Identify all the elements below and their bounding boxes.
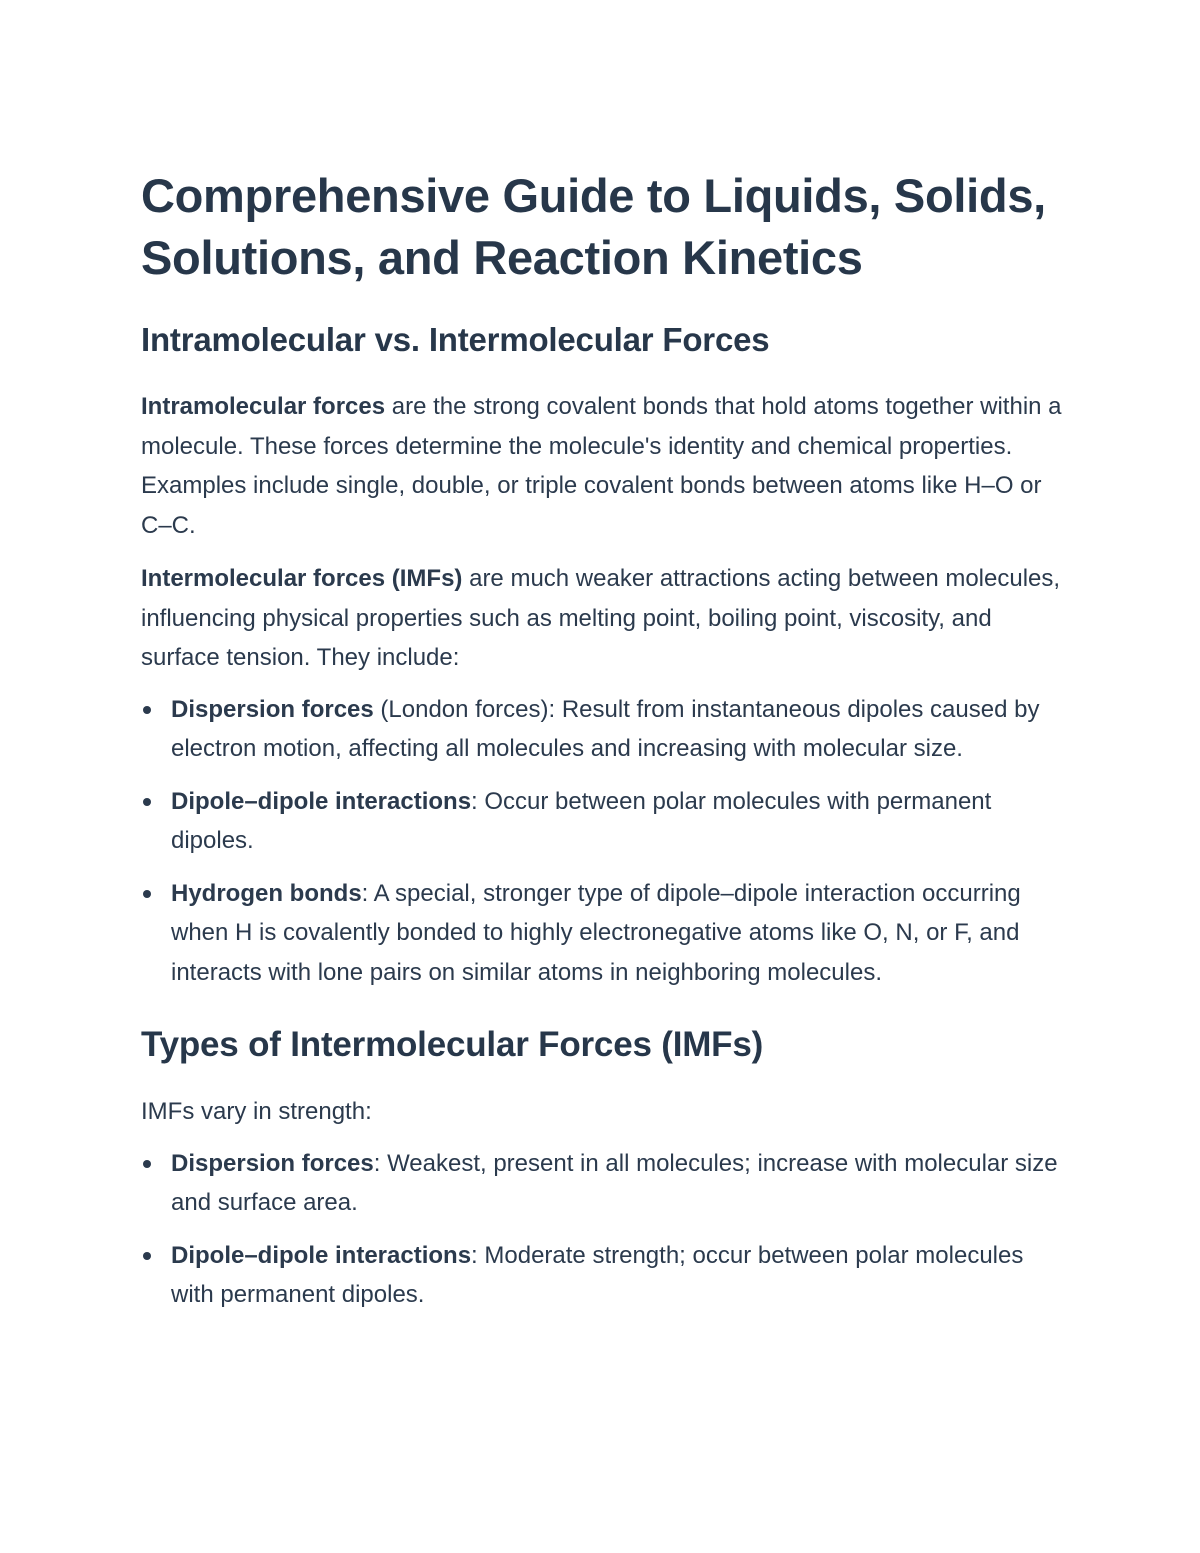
paragraph-intermolecular <box>141 559 1071 678</box>
list-item <box>141 1144 1071 1223</box>
term-intermolecular: Intermolecular forces (IMFs) <box>141 565 463 592</box>
list-item <box>141 1236 1071 1315</box>
paragraph-text: are much weaker attractions acting between molecules, influencing physical properties such as melting point, boiling point, viscosity, and surface tension. They include: <box>141 565 1061 671</box>
section-heading-forces: Intramolecular vs. Intermolecular Forces <box>141 321 770 358</box>
list-item-text: (London forces): Result from instantaneous dipoles caused by electron motion, affecting all molecules and increasing with molecular size. <box>171 695 1040 762</box>
imf-list <box>141 690 1071 993</box>
paragraph-intramolecular <box>141 387 1071 545</box>
list-item-text: : A special, stronger type of dipole–dipole interaction occurring when H is covalently bonded to highly electronegative atoms like O, N, or F, and interacts with lone pairs on similar atoms in neighboring molecules. <box>171 879 1021 986</box>
bullet-icon <box>143 1252 151 1260</box>
imf-strength-list <box>141 1144 1071 1315</box>
list-item-term: Hydrogen bonds <box>171 879 362 907</box>
list-item <box>141 782 1071 861</box>
document-page <box>141 165 1071 1328</box>
bullet-icon <box>143 798 151 806</box>
term-intramolecular: Intramolecular forces <box>141 393 386 420</box>
list-item-term: Dispersion forces <box>171 695 374 723</box>
list-item-text: : Weakest, present in all molecules; increase with molecular size and surface area. <box>171 1149 1058 1216</box>
paragraph-imf-intro: IMFs vary in strength: <box>141 1098 372 1125</box>
list-item <box>141 874 1071 993</box>
bullet-icon <box>143 706 151 714</box>
section-heading-imf-types: Types of Intermolecular Forces (IMFs) <box>141 1025 764 1064</box>
list-item-text: : Occur between polar molecules with permanent dipoles. <box>171 787 992 854</box>
bullet-icon <box>143 1160 151 1168</box>
document-title: Comprehensive Guide to Liquids, Solids, Solutions, and Reaction Kinetics <box>141 169 1046 284</box>
list-item-text: : Moderate strength; occur between polar molecules with permanent dipoles. <box>171 1241 1024 1308</box>
list-item-term: Dipole–dipole interactions <box>171 1241 472 1269</box>
paragraph-text: are the strong covalent bonds that hold atoms together within a molecule. These forces determine the molecule's identity and chemical properties. Examples include single, double, or triple covalent bonds between atoms like H–O or C–C. <box>141 393 1062 539</box>
list-item-term: Dipole–dipole interactions <box>171 787 472 815</box>
list-item <box>141 690 1071 769</box>
bullet-icon <box>143 890 151 898</box>
list-item-term: Dispersion forces <box>171 1149 374 1177</box>
